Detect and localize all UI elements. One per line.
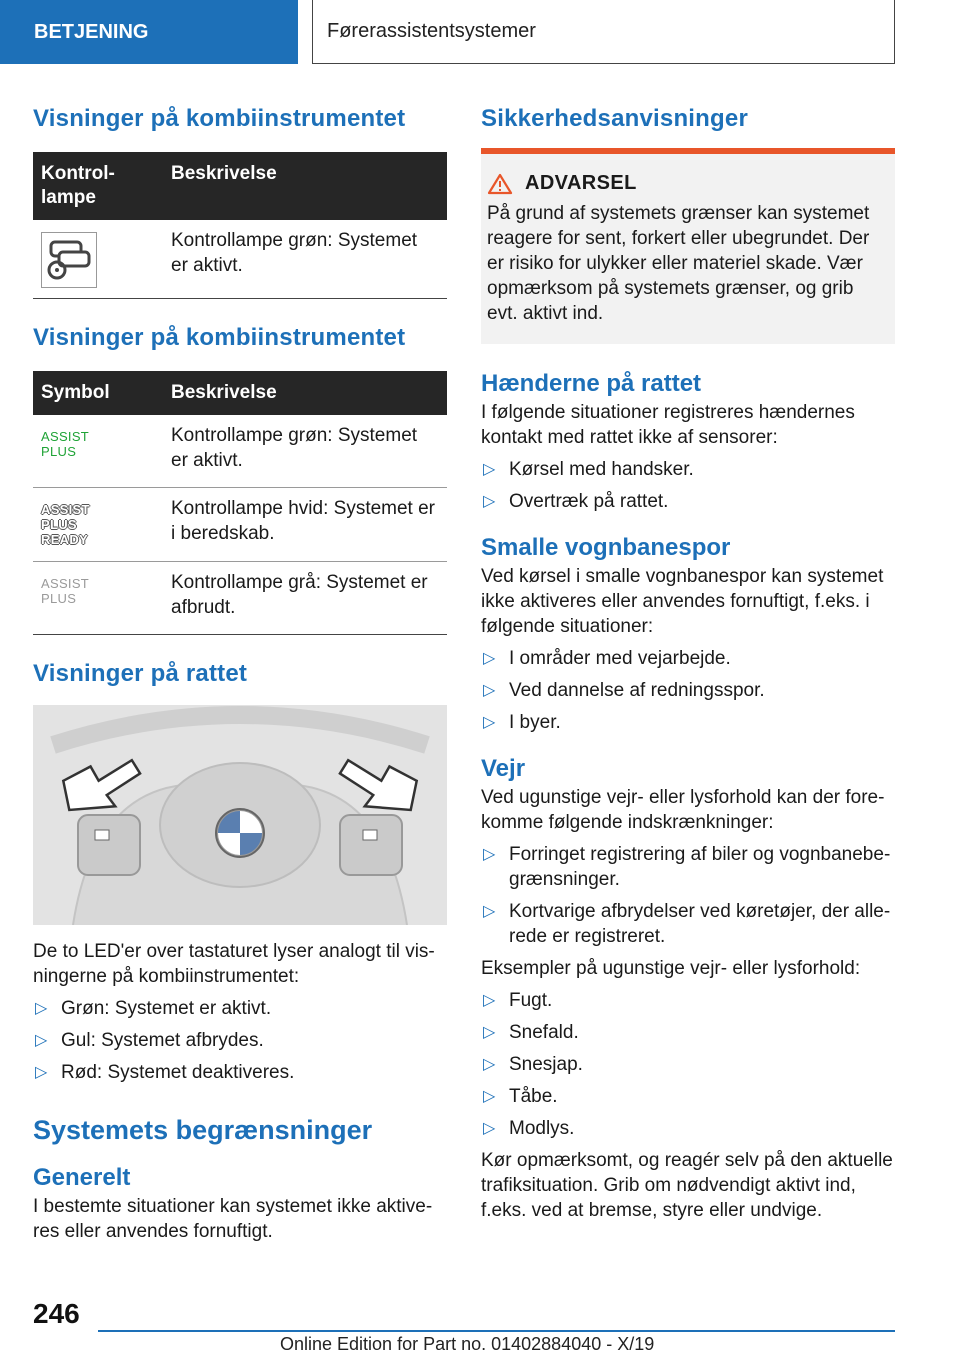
footer-divider bbox=[98, 1330, 895, 1332]
list-item: ▷ Fugt. bbox=[481, 988, 895, 1013]
assist-plus-green-symbol: ASSIST PLUS bbox=[41, 429, 90, 459]
chapter-tab: Førerassistentsystemer bbox=[312, 0, 895, 64]
heading-kombi-1: Visninger på kombiinstrumentet bbox=[33, 105, 406, 132]
table2-header-col1: Symbol bbox=[33, 371, 163, 415]
led-list bbox=[33, 996, 447, 1085]
heading-smalle: Smalle vognbanespor bbox=[481, 534, 731, 561]
list-item: ▷ Grøn: Systemet er aktivt. bbox=[33, 996, 447, 1021]
list-item: ▷ Ved dannelse af redningsspor. bbox=[481, 678, 895, 703]
right-column bbox=[481, 100, 895, 1223]
table1-header-col1: Kontrol- lampe bbox=[33, 152, 163, 220]
generelt-text: I bestemte situationer kan systemet ikke aktive-res eller anvendes fornuftigt. bbox=[33, 1196, 433, 1242]
indicator-table-1 bbox=[33, 152, 447, 299]
heading-sikkerhed: Sikkerhedsanvisninger bbox=[481, 105, 748, 132]
steering-wheel-led-photo bbox=[33, 705, 447, 925]
assist-plus-ready-symbol: ASSIST PLUS READY bbox=[41, 502, 90, 547]
table-row bbox=[33, 562, 447, 635]
page-number: 246 bbox=[33, 1298, 80, 1329]
warning-title-text: ADVARSEL bbox=[525, 172, 637, 194]
list-item: ▷ Kørsel med handsker. bbox=[481, 457, 895, 482]
smalle-list bbox=[481, 646, 895, 735]
table2-desc-3: Kontrollampe grå: Systemet er afbrudt. bbox=[163, 562, 447, 635]
haender-list bbox=[481, 457, 895, 514]
list-item: ▷ Modlys. bbox=[481, 1116, 895, 1141]
assist-plus-grey-symbol: ASSIST PLUS bbox=[41, 576, 90, 606]
warning-text: På grund af systemets grænser kan systemet reagere for sent, forkert eller ubegrundet. Der er risiko for ulykker eller materiel skade. Vær opmærksom på systemets grænser, og grib evt. aktivt ind. bbox=[487, 203, 870, 324]
table-row bbox=[33, 488, 447, 562]
list-item: ▷ Kortvarige afbrydelser ved køretøjer, der alle-rede er registreret. bbox=[481, 899, 895, 949]
led-text: De to LED'er over tastaturet lyser analogt til vis-ningerne på kombiinstrumentet: bbox=[33, 941, 435, 987]
warning-title bbox=[487, 172, 887, 195]
table-row bbox=[33, 415, 447, 488]
list-item: ▷ Gul: Systemet afbrydes. bbox=[33, 1028, 447, 1053]
heading-kombi-2: Visninger på kombiinstrumentet bbox=[33, 324, 406, 351]
indicator-table-2 bbox=[33, 371, 447, 635]
table1-header-col2: Beskrivelse bbox=[163, 152, 447, 220]
vejr-text: Ved ugunstige vejr- eller lysforhold kan der fore-komme følgende indskrænkninger: bbox=[481, 787, 885, 833]
table1-desc: Kontrollampe grøn: Systemet er aktivt. bbox=[163, 220, 447, 299]
table-row bbox=[33, 220, 447, 299]
list-item: ▷ Forringet registrering af biler og vognbanebe-grænsninger. bbox=[481, 842, 895, 892]
table2-desc-2: Kontrollampe hvid: Systemet er i beredskab. bbox=[163, 488, 447, 562]
list-item: ▷ Rød: Systemet deaktiveres. bbox=[33, 1060, 447, 1085]
list-item: ▷ Snesjap. bbox=[481, 1052, 895, 1077]
table2-header-col2: Beskrivelse bbox=[163, 371, 447, 415]
lane-assist-steering-icon bbox=[41, 232, 97, 288]
heading-haender: Hænderne på rattet bbox=[481, 370, 702, 397]
heading-begraensninger: Systemets begrænsninger bbox=[33, 1115, 373, 1145]
eksempler-list bbox=[481, 988, 895, 1141]
table2-desc-1: Kontrollampe grøn: Systemet er aktivt. bbox=[163, 415, 447, 488]
warning-triangle-icon bbox=[487, 173, 513, 195]
list-item: ▷ I områder med vejarbejde. bbox=[481, 646, 895, 671]
smalle-text: Ved kørsel i smalle vognbanespor kan systemet ikke aktiveres eller anvendes fornuftigt, f.eks. i følgende situationer: bbox=[481, 566, 884, 637]
left-column bbox=[33, 100, 447, 1244]
closing-text: Kør opmærksomt, og reagér selv på den aktuelle trafiksituation. Grib om nødvendigt aktivt ind, f.eks. ved at bremse, styre eller undvige. bbox=[481, 1150, 893, 1221]
list-item: ▷ Tåbe. bbox=[481, 1084, 895, 1109]
edition-text: Online Edition for Part no. 01402884040 - X/19 bbox=[280, 1334, 655, 1354]
heading-generelt: Generelt bbox=[33, 1164, 131, 1191]
haender-text: I følgende situationer registreres hændernes kontakt med rattet ikke af sensorer: bbox=[481, 402, 855, 448]
list-item: ▷ Overtræk på rattet. bbox=[481, 489, 895, 514]
section-tab: BETJENING bbox=[0, 0, 298, 64]
eksempler-text: Eksempler på ugunstige vejr- eller lysforhold: bbox=[481, 958, 861, 979]
warning-box bbox=[481, 148, 895, 344]
heading-vejr: Vejr bbox=[481, 755, 526, 782]
list-item: ▷ Snefald. bbox=[481, 1020, 895, 1045]
heading-rattet: Visninger på rattet bbox=[33, 660, 248, 687]
list-item: ▷ I byer. bbox=[481, 710, 895, 735]
vejr-list bbox=[481, 842, 895, 949]
